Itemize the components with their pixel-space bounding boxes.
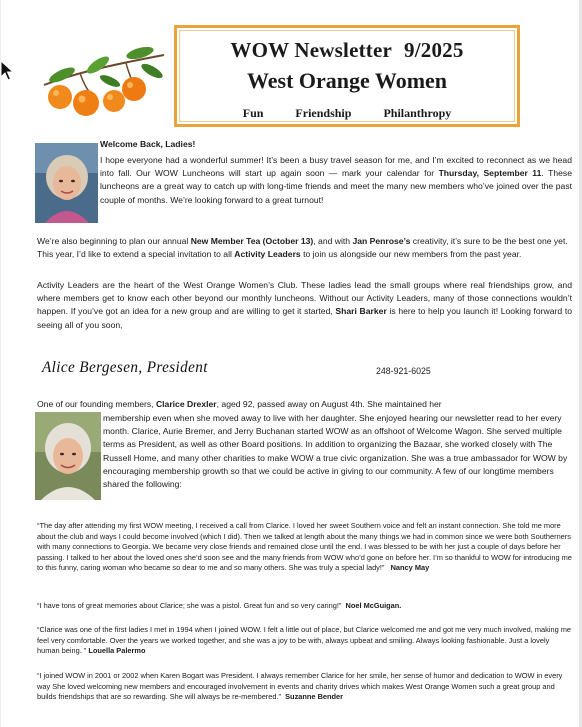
intro-text-a: I hope everyone had a wonderful summer! It’s been a busy travel season for me, and I’m excited to reconnect as we head into fall. Our WOW Luncheons will start up again soon — mark your calendar for	[100, 155, 572, 179]
intro-text-b: . These luncheons are a great way to catch up with long-time friends and meet the many new members who’ve joined over the past couple of months. We’re looking forward to a great turnout!	[100, 168, 572, 205]
new-member-tea-paragraph	[37, 235, 572, 261]
newsletter-title-line	[177, 38, 517, 63]
value-friendship: Friendship	[295, 106, 352, 120]
president-phone: 248-921-6025	[376, 366, 431, 376]
welcome-intro-paragraph	[100, 154, 572, 207]
tea-group: Activity Leaders	[234, 249, 301, 260]
quote-3-text: “Clarice was one of the first ladies I met in 1994 when I joined WOW. I felt a little out of place, but Clarice welcomed me and got me very much involved, making me feel very comfortable. Over the years we worked together, and she was a joy to be with, always upbeat and smiling. Always looking fashionable. Just a lovely human being. ”	[37, 625, 572, 656]
luncheon-date: Thursday, September 11	[438, 168, 542, 179]
tea-event: New Member Tea	[190, 236, 261, 246]
welcome-heading: Welcome Back, Ladies!	[100, 139, 196, 149]
clarice-photo	[35, 412, 101, 500]
value-philanthropy: Philanthropy	[383, 106, 452, 120]
oranges-branch-illustration	[40, 45, 168, 120]
tea-text-c: creativity, it’s sure to be the best one yet. This year, I’d like to extend a special invitation to all	[37, 236, 568, 260]
quote-2-author: Noel McGuigan.	[345, 601, 402, 610]
quote-4-text: “I joined WOW in 2001 or 2002 when Karen Bogart was President. I always remember Clarice for her smile, her sense of humor and dedication to WOW in every way She loved welcoming new members and encouraged involvement in events and charity drives which makes West Orange Women such a great group and builds friendships that are so rewarding. She will always be re-membered.”	[37, 671, 563, 702]
tea-person: Jan Penrose’s	[352, 236, 411, 246]
quote-2	[37, 601, 572, 612]
newsletter-title: WOW Newsletter	[230, 38, 393, 62]
memorial-paragraph: membership even when she moved away to live with her daughter. She enjoyed hearing our newsletter read to her every month. Clarice, Aurie Bremer, and Jerry Buchanan started WOW as an offshoot of Welcome Wagon. She served multiple terms as President, as well as other Board positions. In addition to organizing the Bazaar, she worked closely with The Russell Home, and many other charities to make WOW a true civic organization. She was a true ambassador for WOW by encouraging membership growth so that we could be active in giving to our community. A few of our longtime members shared the following:	[103, 413, 568, 490]
newsletter-title-box	[174, 25, 520, 127]
memorial-first-line	[37, 398, 572, 411]
tea-date: (October 13)	[260, 236, 314, 246]
leaders-text-b: is here to help you launch it! Looking forward to seeing all of you soon,	[37, 306, 572, 330]
president-signature: Alice Bergesen, President	[42, 359, 208, 376]
memorial-text-a: One of our founding members,	[37, 399, 156, 409]
mouse-pointer-icon	[0, 60, 14, 82]
quote-2-text: “I have tons of great memories about Clarice; she was a pistol. Great fun and so very caring!”	[37, 601, 342, 610]
tea-text-d: to join us alongside our new members from the past year.	[300, 249, 522, 260]
leaders-person: Shari Barker	[335, 306, 387, 317]
memorial-text-b: , aged 92, passed away on August 4th. She maintained her	[216, 399, 442, 409]
tea-text-a: We’re also beginning to plan our annual	[37, 236, 191, 246]
club-name: West Orange Women	[246, 68, 448, 93]
quote-1-text: “The day after attending my first WOW meeting, I received a call from Clarice. I loved her sweet Southern voice and felt an instant connection. She told me more about the club and ways I could become involved (which I did). Then we talked at length about the many things we had in common since we were both Southerners with many connections to Georgia. We became very close friends and remained close until the end. I was blessed to be with her just a couple of days before her passing. I talked to her about the loved ones she’d soon see and the many friends from WOW who’d gone on before her. I’m so thankful to WOW for introducing me to this funny, caring woman who became so dear to me and so many others. She was truly a special lady!”	[37, 521, 572, 573]
president-photo	[35, 143, 98, 223]
tea-text-b: , and with	[313, 236, 353, 246]
club-values	[177, 106, 517, 121]
quote-4-author: Suzanne Bender	[285, 692, 344, 702]
quote-4	[37, 671, 572, 703]
memorial-name: Clarice Drexler	[155, 399, 217, 409]
quote-1-author: Nancy May	[390, 563, 430, 573]
leaders-text-a: Activity Leaders are the heart of the West Orange Women’s Club. These ladies lead the small groups where real friendships grow, and where members get to know each other beyond our monthly luncheons. Without our Activity Leaders, many of those connections wouldn’t happen. If you’ve got an idea for a new group and are willing to get it started,	[37, 280, 572, 317]
quote-1	[37, 521, 572, 574]
issue-date: 9/2025	[404, 38, 464, 62]
quote-3-author: Louella Palermo	[88, 646, 146, 656]
value-fun: Fun	[242, 106, 264, 120]
activity-leaders-paragraph	[37, 279, 572, 332]
page-left-edge	[0, 0, 1, 727]
quote-3	[37, 625, 572, 657]
